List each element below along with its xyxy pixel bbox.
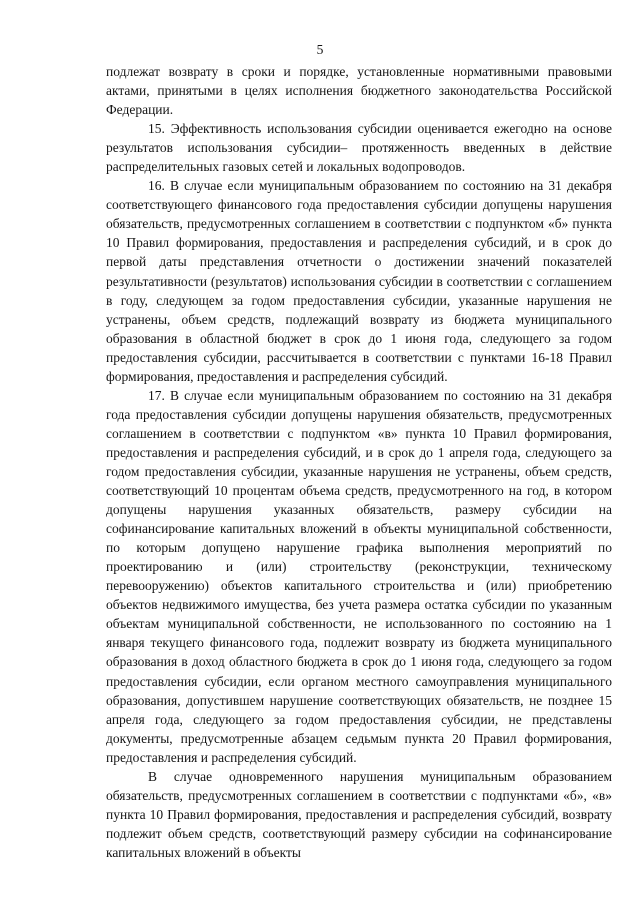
paragraph-item-16: 16. В случае если муниципальным образованием по состоянию на 31 декабря соответствующего финансового года предоставления субсидии допущены нарушения обязательств, предусмотренных соглашением в соответствии с подпунктом «б» пункта 10 Правил формирования, предоставления и распределения субсидий, и в срок до первой даты представления отчетности о достижении значений показателей результативности (результатов) использования субсидии в соответствии с соглашением в году, следующем за годом предоставления субсидии, указанные нарушения не устранены, объем средств, подлежащий возврату из бюджета муниципального образования в областной бюджет в срок до 1 июня года, следующего за годом предоставления субсидии, рассчитывается в соответствии с пунктами 16-18 Правил формирования, предоставления и распределения субсидий.	[106, 178, 612, 384]
paragraph-continuation: подлежат возврату в сроки и порядке, установленные нормативными правовыми актами, принятыми в целях исполнения бюджетного законодательства Российской Федерации.	[106, 64, 612, 118]
paragraph-item-17: 17. В случае если муниципальным образованием по состоянию на 31 декабря года предоставления субсидии допущены нарушения обязательств, предусмотренных соглашением в соответствии с подпунктом «в» пункта 10 Правил формирования, предоставления и распределения субсидий, и в срок до 1 апреля года, следующего за годом предоставления субсидии, указанные нарушения не устранены, объем средств, соответствующий 10 процентам объема средств, предусмотренного на год, в котором допущены нарушения указанных обязательств, размеру субсидии на софинансирование капитальных вложений в объекты муниципальной собственности, по которым допущено нарушение графика выполнения мероприятий по проектированию и (или) строительству (реконструкции, техническому перевооружению) объектов капитального строительства и (или) приобретению объектов недвижимого имущества, без учета размера остатка субсидии по указанным объектам муниципальной собственности, не использованного по состоянию на 1 января текущего финансового года, подлежит возврату из бюджета муниципального образования в доход областного бюджета в срок до 1 июня года, следующего за годом предоставления субсидии, если органом местного самоуправления муниципального образования, допустившем нарушение соответствующих обязательств, не позднее 15 апреля года, следующего за годом предоставления субсидии, не представлены документы, предусмотренные абзацем седьмым пункта 20 Правил формирования, предоставления и распределения субсидий.	[106, 387, 612, 765]
paragraph-item-15: 15. Эффективность использования субсидии оценивается ежегодно на основе результатов использования субсидии– протяженность введенных в действие распределительных газовых сетей и локальных водопроводов.	[106, 121, 612, 175]
document-body	[106, 62, 612, 862]
paragraph-simultaneous-violation: В случае одновременного нарушения муниципальным образованием обязательств, предусмотренных соглашением в соответствии с подпунктами «б», «в» пункта 10 Правил формирования, предоставления и распределения субсидий, возврату подлежит объем средств, соответствующий размеру субсидии на софинансирование капитальных вложений в объекты	[106, 768, 612, 860]
page-number: 5	[316, 42, 324, 57]
